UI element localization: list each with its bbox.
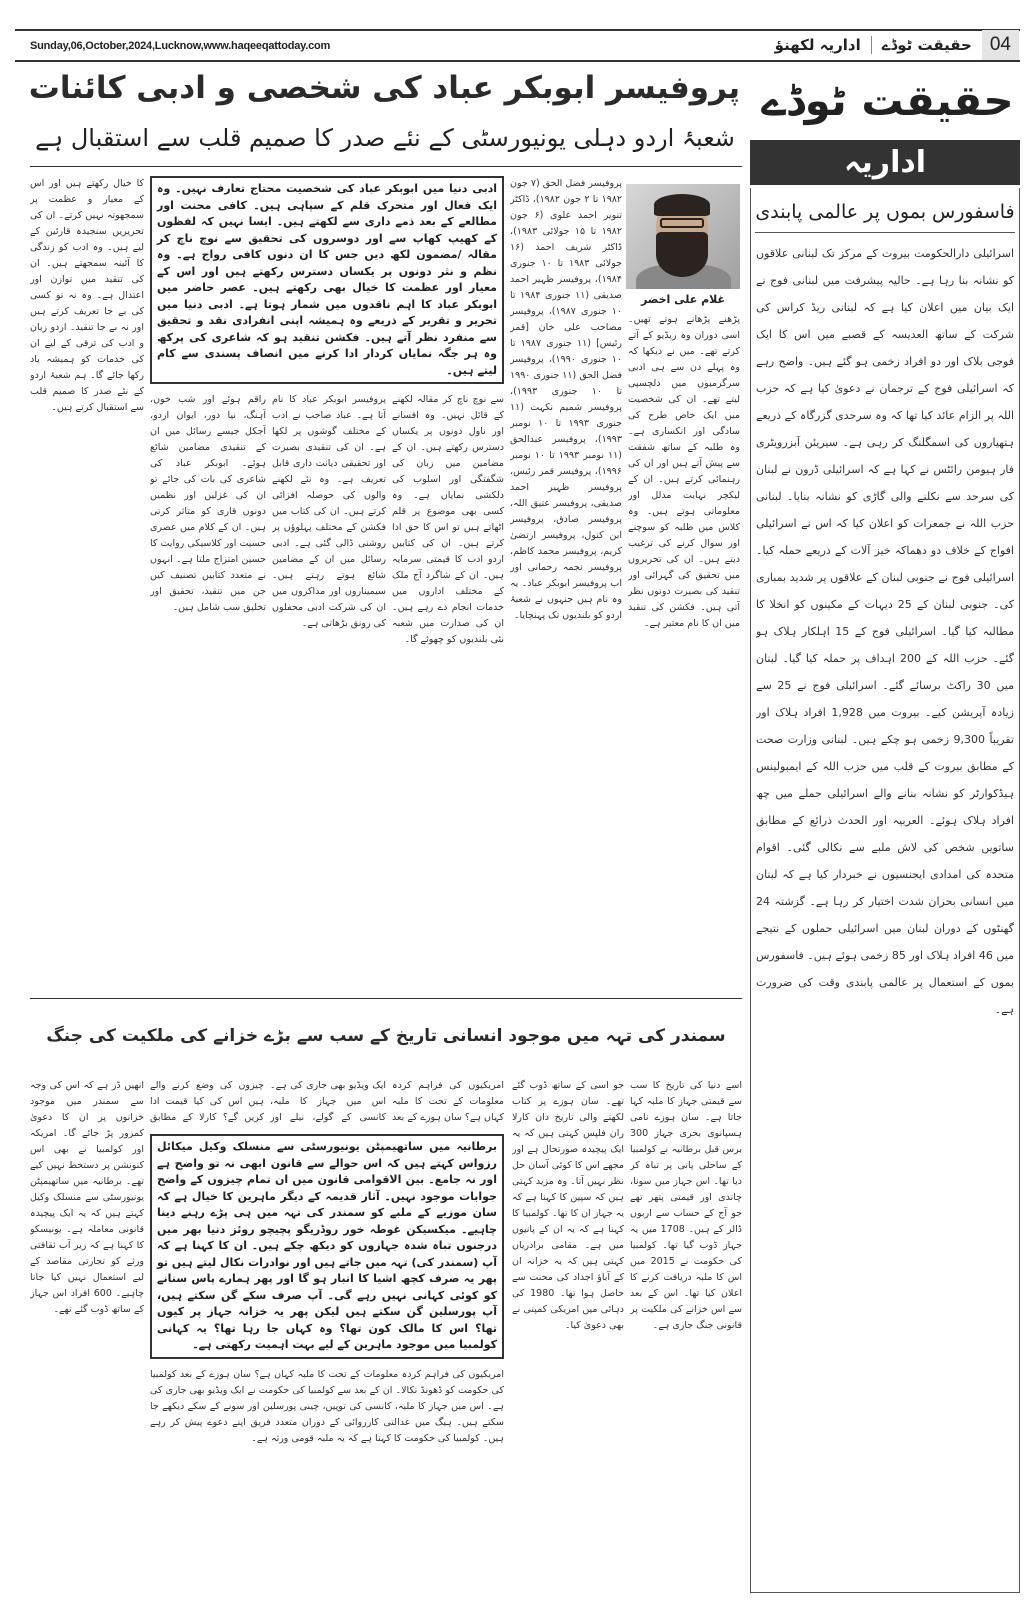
page-number: 04 bbox=[982, 30, 1019, 60]
divider bbox=[30, 166, 742, 167]
article-column: انھیں ڈر ہے کہ اس کی وجہ سے سمندر میں موجود خزانوں پر ان کا دعویٰ کمزور پڑ جائے گا۔ امریکہ اور کولمبیا نے بھی اس کنونشن پر دستخط نہیں کیے تھے۔ برطانیہ میں ساتھیمپٹن یونیورسٹی سے منسلک وکیل کہتے ہیں کہ یہ ایک پیچیدہ قانونی معاملہ ہے۔ یونیسکو کا کہنا ہے کہ زیر آب ثقافتی ورثے کو تجارتی مقاصد کے لیے استعمال نہیں کیا جانا چاہیے۔ 600 افراد اس جہاز کے ساتھ ڈوب گئے تھے۔ bbox=[30, 1080, 144, 1315]
article-column: کا خیال رکھتے ہیں اور اس کے معیار و عظمت پر سمجھوتہ نہیں کرتے۔ ان کی تحریریں سنجیدہ قارئین کے لیے ہیں۔ وہ ادب کو زندگی کا آئینہ سمجھتے ہیں۔ ان کی تنقید میں توازن اور اعتدال ہے۔ وہ نہ تو کسی کی بے جا تعریف کرتے ہیں اور نہ بے جا تنقید۔ اردو زبان و ادب کی ترقی کے لیے ان کی خدمات کو ہمیشہ یاد رکھا جائے گا۔ ہم شعبۂ اردو کے نئے صدر کا صمیم قلب سے استقبال کرتے ہیں۔ bbox=[30, 178, 144, 413]
article-column: پڑھنے پڑھانے ہوتے تھیں۔ اسی دوران وہ ریڈیو کے آتے کرتے تھے۔ میں نے دیکھا کہ وہ پہلے دن سے ہی ادبی سرگرمیوں میں دلچسپی لیتے تھے۔ ان کی شخصیت میں ایک خاص طرح کی سادگی اور انکساری ہے۔ وہ طلبہ کے ساتھ شفقت سے پیش آتے ہیں اور ان کی رہنمائی کرتے ہیں۔ ان کے لیکچر نہایت مدلل اور معلوماتی ہوتے ہیں۔ وہ کلاس میں طلبہ کو سوچنے اور سوال کرنے کی ترغیب دیتے ہیں۔ ان کی تحریروں میں تحقیق کی گہرائی اور تنقید کی بصیرت دونوں نظر آتی ہیں۔ فکشن کی تنقید میں ان کا نام معتبر ہے۔ bbox=[628, 314, 740, 629]
editorial-body: اسرائیلی دارالحکومت بیروت کے مرکز تک لبنانی علاقوں کو نشانہ بنا رہا ہے۔ حالیہ پیشرفت میں لبنانی فوج نے ایک بیان میں اعلان کیا ہے کہ لبنانی ریڈ کراس کی شرکت کے ساتھ العدیسہ کے قصبے میں اس کا ایک فوجی بلاک اور دو افراد زخمی ہو گئے ہیں۔ واضح رہے کہ اسرائیلی فوج کے ترجمان نے دعویٰ کیا ہے کہ حزب اللہ پر الزام عائد کیا تھا کہ وہ سرحدی گزرگاہ کے ذریعے ہتھیاروں کی اسمگلنگ کر رہی ہے۔ سیریئن آبزرویٹری فار ہیومن رائٹس نے کہا ہے کہ اسرائیلی ڈرون نے لبنان کی سرحد سے نکلنے والی گاڑی کو نشانہ بنایا۔ لبنانی حزب اللہ نے جمعرات کو اعلان کیا کہ اس نے اسرائیلی افواج کے خلاف دو دھماکہ خیز آلات کے ذریعے حملہ کیا۔ اسرائیلی فوج نے جنوبی لبنان کے علاقوں پر شدید بمباری کی۔ جنوبی لبنان کے 25 دیہات کے مکینوں کو انخلا کا مطالبہ کیا گیا۔ اسرائیلی فوج کے 15 اہلکار ہلاک ہو گئے۔ حزب اللہ کے 200 اہداف پر حملہ کیا گیا۔ لبنان میں 30 راکٹ برسائے گئے۔ اسرائیلی فوج نے 25 سے زیادہ آپریشن کیے۔ بیروت میں 1,928 افراد ہلاک اور تقریباً 9,300 زخمی ہو چکے ہیں۔ لبنانی وزارت صحت کے مطابق بیروت کے قلب میں حزب اللہ کے ایمبولینس ہیڈکوارٹر کو نشانہ بنانے والے اسرائیلی حملے میں چھ افراد ہلاک ہوئے۔ العربیہ اور الحدث ذرائع کے مطابق ساتویں شخص کی لاش ملبے سے نکالی گئی۔ اقوام متحدہ کی امدادی ایجنسیوں نے خبردار کیا ہے کہ لبنان میں انسانی بحران شدت اختیار کر رہا ہے۔ گزشتہ 24 گھنٹوں کے دوران لبنان میں اسرائیلی حملوں کے نتیجے میں 46 افراد ہلاک اور 85 زخمی ہوئے ہیں۔ فاسفورس بموں کے استعمال پر عالمی پابندی وقت کی ضرورت ہے۔ bbox=[756, 247, 1014, 1016]
article-column: ایک ویڈیو بھی جاری کی ہے۔ اس میں جہاز کا ملبہ، کانسی کے گولے، نیلے اور bbox=[270, 1080, 386, 1123]
article2-headline: سمندر کی تہہ میں موجود انسانی تاریخ کے سب سے بڑے خزانے کی ملکیت کی جنگ bbox=[46, 1026, 726, 1046]
pull-quote: ادبی دنیا میں ابوبکر عباد کی شخصیت محتاج تعارف نہیں۔ وہ ایک فعال اور متحرک قلم کے سپاہی ہیں۔ کافی محنت اور مطالعے کے بعد ذمے داری سے لکھتے ہیں۔ ایسا نہیں کہ لفظوں کے کھیپ کھاپ سے اور دوسروں کی تحقیق سے نوچ ناچ کر مقالہ /مضمون لکھ دیں جس کا ان دنوں کافی رواج ہے۔ وہ نظم و نثر دونوں پر یکساں دسترس رکھتے ہیں اور اس کے معیار اور عظمت کا خیال بھی رکھتے ہیں۔ عصر حاضر میں ابوبکر عباد کا اہم ناقدوں میں شمار ہوتا ہے۔ ادبی دنیا میں تحریر و تقریر کے ذریعے وہ ہمیشہ اپنی انفرادی نقد و تحقیق سے منفرد نظر آتے ہیں۔ فکشن تنقید ہو کہ شاعری کی پرکھ وہ ہر جگہ نمایاں کردار ادا کرنے میں انصاف پسندی سے کام لیتے ہیں۔ bbox=[150, 176, 504, 384]
author-name: غلام علی اخضر bbox=[640, 293, 726, 306]
editorial-title: فاسفورس بموں پر عالمی پابندی bbox=[755, 192, 1015, 233]
article-column: سے نوچ ناچ کر مقالہ لکھنے کے قائل نہیں۔ وہ افسانے اور ناول دونوں پر یکساں دسترس رکھتے ہیں۔ ان کے مضامین میں زبان کی شگفتگی اور اسلوب کی دلکشی نمایاں ہے۔ وہ کسی بھی موضوع پر قلم اٹھاتے ہیں تو اس کا حق ادا کرتے ہیں۔ ان کی کتابیں اردو ادب کا قیمتی سرمایہ ہیں۔ ان کے شاگرد آج ملک کے مختلف اداروں میں خدمات انجام دے رہے ہیں۔ ان کی صدارت میں شعبہ نئی بلندیوں کو چھوئے گا۔ bbox=[392, 394, 504, 645]
article-column: امریکیوں کی فراہم کردہ معلومات کے تحت کا ملبہ کہاں ہے؟ سان ہوزے کے بعد bbox=[392, 1080, 504, 1123]
editorial-label: اداریہ bbox=[750, 140, 1020, 185]
section-label: اداریہ لکھنؤ bbox=[774, 36, 861, 54]
header-bottom-rule bbox=[15, 60, 1020, 62]
author-photo bbox=[626, 184, 740, 289]
article-headline: پروفیسر ابوبکر عباد کی شخصی و ادبی کائنات bbox=[28, 70, 740, 106]
article-subheadline: شعبۂ اردو دہلی یونیورسٹی کے نئے صدر کا صمیم قلب سے استقبال ہے bbox=[35, 124, 735, 152]
article-column: امریکیوں کی فراہم کردہ معلومات کے تحت کا ملبہ کہاں ہے؟ سان ہوزے کے بعد کولمبیا کی حکومت کو ڈھونڈ نکالا۔ ان کے بعد سے کولمبیا کی حکومت نے ایک ویڈیو بھی جاری کی ہے۔ اس میں جہاز کا ملبہ، کانسی کی توپیں، چینی پورسلین اور سونے کے سکے دیکھے جا سکتے ہیں۔ ہیگ میں عدالتی کارروائی کے دوران متعدد فریق اپنے دعوے پیش کر رہے ہیں۔ کولمبیا کی حکومت کا کہنا ہے کہ یہ ملبہ قومی ورثہ ہے۔ bbox=[150, 1369, 504, 1444]
pull-quote: برطانیہ میں ساتھیمپٹن یونیورسٹی سے منسلک وکیل میکائل رزواس کہتے ہیں کہ اس حوالے سے قانون ابھی نہ تو واضح ہے اور نہ جامع۔ بین الاقوامی قانون میں ان تمام چیزوں کے واضح جوابات موجود نہیں۔ آثار قدیمہ کے دیگر ماہرین کا خیال ہے کہ سان موزیے کے ملبے کو سمندر کی تہہ میں ہی پڑے رہنے دینا چاہیے۔ میکسیکن غوطہ خور روڈریگو پچیچو روئز دنیا بھر میں درجنوں تباہ شدہ جہازوں کو دیکھ چکے ہیں۔ ان کا کہنا ہے کہ آپ (سمندر کی) تہہ میں جاتے ہیں اور نوادرات نکال لیتے ہیں تو پھر یہ صرف کچھ اشیا کا انبار ہو گا اور پھر ہمارے پاس سنانے کو کوئی کہانی نہیں رہے گی۔ آپ صرف سکے گن سکتے ہیں، آپ پورسلین گن سکتے ہیں لیکن پھر یہ خزانہ جہاز پر کیوں تھا؟ اس کا مالک کون تھا؟ وہ کہاں جا رہا تھا؟ یہ کہانی کولمبیا میں موجود ماہرین کے لیے بہت اہمیت رکھتی ہے۔ bbox=[150, 1134, 504, 1359]
article-column: پروفیسر ابوبکر عباد کا نام آتا ہے۔ عباد صاحب نے ادب کے مختلف گوشوں پر لکھا ہے۔ ان کی تنقیدی بصیرت اور تحقیقی دیانت داری قابل تعریف ہے۔ وہ نئے لکھنے والوں کی حوصلہ افزائی کرتے ہیں۔ ان کی کتاب میں فکشن کے مختلف پہلوؤں پر روشنی ڈالی گئی ہے۔ ادبی رسائل میں ان کے مضامین شائع ہوتے رہتے ہیں۔ سیمیناروں اور مذاکروں میں ان کی شرکت ادبی محفلوں کی رونق بڑھاتی ہے۔ bbox=[272, 394, 386, 629]
newspaper-logo: حقیقت ٹوڈے bbox=[761, 76, 1014, 125]
article-column: پروفیسر فضل الحق (۷ جون ۱۹۸۲ تا ۲ جون ۱۹۸۲)، ڈاکٹر تنویر احمد علوی (۶ جون ۱۹۸۲ تا ۱۵ جولائی ۱۹۸۳)، ڈاکٹر شریف احمد (۱۶ جولائی ۱۹۸۳ تا ۱۰ جنوری ۱۹۸۴)، پروفیسر ظہیر احمد صدیقی (۱۱ جنوری ۱۹۸۴ تا ۱۰ جنوری ۱۹۸۷)، پروفیسر مصاحب علی خان [قمر رئیس] (۱۱ جنوری ۱۹۸۷ تا ۱۰ جنوری ۱۹۹۰)، پروفیسر فضل الحق (۱۱ جنوری ۱۹۹۰ تا ۱۰ جنوری ۱۹۹۳)، پروفیسر شمیم نکہت (۱۱ جنوری ۱۹۹۳ تا ۱۰ نومبر ۱۹۹۳)، پروفیسر عبدالحق (۱۱ نومبر ۱۹۹۳ تا ۱۰ نومبر ۱۹۹۶)، پروفیسر قمر رئیس، پروفیسر ظہیر احمد صدیقی، پروفیسر عتیق اللہ، پروفیسر صادق، پروفیسر ابن کنول، پروفیسر ارتضیٰ کریم، پروفیسر محمد کاظم، پروفیسر نجمہ رحمانی اور اب پروفیسر ابوبکر عباد۔ یہ وہ نام ہیں جنہوں نے شعبۂ اردو کو بلندیوں تک پہنچایا۔ bbox=[510, 178, 622, 621]
article-column: جو اسی کے ساتھ ڈوب گئے تھے۔ سان ہوزے پر کتاب لکھنے والی تاریخ دان کارلا ران فلپس کہتی ہیں کہ یہ ایک پیچیدہ صورتحال ہے اور مجھے اس کا کوئی آسان حل نظر نہیں آتا۔ وہ مزید کہتی ہیں کہ سپین کا کہنا ہے کہ یہ جہاز ان کا تھا۔ کولمبیا کا کہنا ہے کہ یہ ان کے پانیوں میں ہے۔ مقامی برادریاں کہتی ہیں کہ یہ خزانہ ان کے آباؤ اجداد کی محنت سے حاصل ہوا تھا۔ 1980 کی دہائی میں امریکی کمپنی نے بھی دعویٰ کیا۔ bbox=[512, 1080, 624, 1331]
article-column: راقم ہوئے اور شب خون، آہنگ، نیا دور، ایوان اردو، آجکل جیسے رسائل میں ان کے تنقیدی مضامین شائع ہوئے۔ ابوبکر عباد کی شاعری کی بات کی جائے تو ان کی غزلیں اور نظمیں دونوں قاری کو متاثر کرتی ہیں۔ ان کے کلام میں عصری حسیت اور کلاسیکی روایت کا حسین امتزاج ملتا ہے۔ انہوں نے متعدد کتابیں تصنیف کیں جن میں تنقید، تحقیق اور تخلیق سب شامل ہیں۔ bbox=[150, 394, 266, 613]
divider bbox=[30, 998, 742, 999]
article-column: چیزوں کی وضع کرنے والے ہیں اس کی کیا قیمت ادا کریں گے؟ کارلا کے مطابق bbox=[150, 1080, 264, 1123]
paper-name-small: حقیقت ٹوڈے bbox=[871, 36, 982, 54]
header-masthead bbox=[765, 30, 1019, 60]
dateline: Sunday,06,October,2024,Lucknow,www.haqeeqattoday.com bbox=[30, 40, 331, 52]
article-column: اسے دنیا کی تاریخ کا سب سے قیمتی جہاز کا ملبہ کہا جاتا ہے۔ سان ہوزے نامی ہسپانوی بحری جہاز 300 برس قبل برطانیہ نے کولمبیا کے ساحلی پانی پر تباہ کر دیا تھا۔ اس جہاز میں سونا، چاندی اور قیمتی پتھر تھے جو آج کے حساب سے اربوں ڈالر کے ہیں۔ 1708 میں یہ جہاز ڈوب گیا تھا۔ کولمبیا کی حکومت نے 2015 میں اس کا ملبہ دریافت کرنے کا اعلان کیا تھا۔ اس کے بعد سے اس خزانے کی ملکیت پر قانونی جنگ جاری ہے۔ bbox=[630, 1080, 742, 1331]
